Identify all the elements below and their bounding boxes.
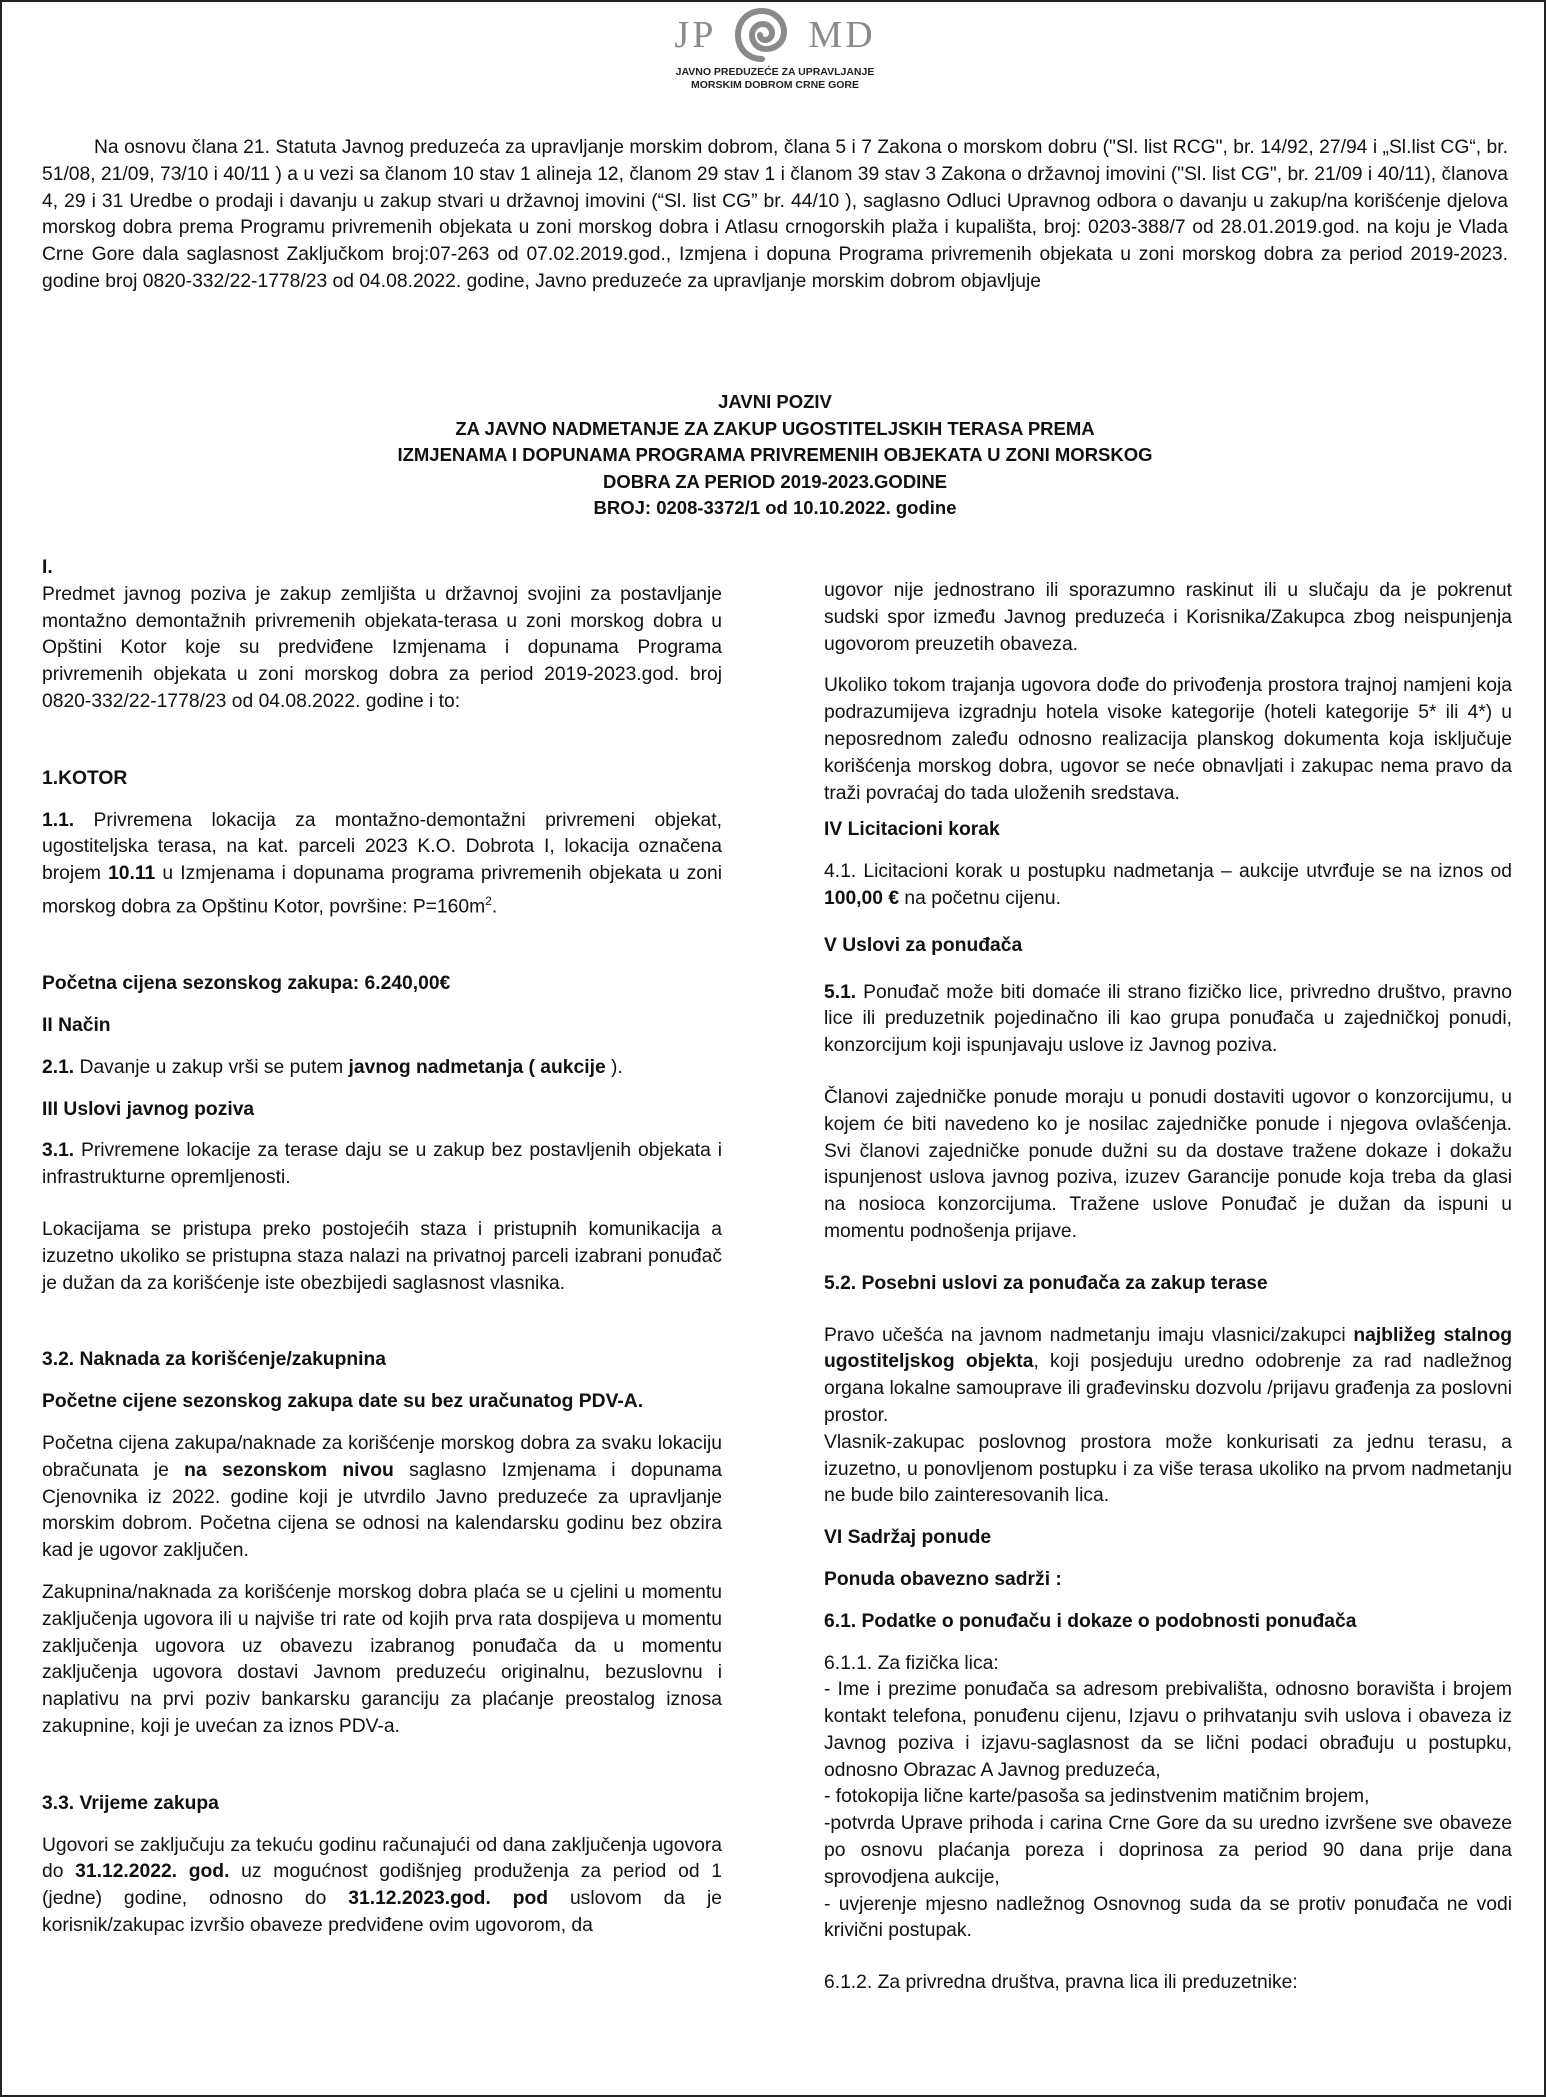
logo-letters-left: JP bbox=[674, 14, 717, 56]
spiral-shell-icon bbox=[734, 7, 790, 63]
section-6-heading: VI Sadržaj ponude bbox=[824, 1527, 992, 1549]
preamble-paragraph bbox=[42, 135, 1508, 296]
item-6-1-1: 6.1.1. Za fizička lica: bbox=[824, 1652, 999, 1674]
planning-paragraph: Ukoliko tokom trajanja ugovora dođe do privođenja prostora trajnoj namjeni koja podrazumijeva izgradnju hotela visoke kategorije (hoteli kategorije 5* ili 4*) u neposrednom zaleđu odnosno realizacija planskog dokumenta koja isključuje korišćenja morskog dobra, ugovor se neće obnavljati i zakupac nema pravo da traži povraćaj do tada uloženih sredstava. bbox=[824, 675, 1512, 804]
bullet-2: - fotokopija lične karte/pasoša sa jedinstvenim matičnim brojem, bbox=[824, 1786, 1370, 1808]
title-line3: IZMJENAMA I DOPUNAMA PROGRAMA PRIVREMENIH OBJEKATA U ZONI MORSKOG bbox=[397, 444, 1153, 465]
item-2-1: 2.1. Davanje u zakup vrši se putem javnog nadmetanja ( aukcije ). bbox=[42, 1056, 623, 1078]
item-3-3-heading: 3.3. Vrijeme zakupa bbox=[42, 1792, 219, 1814]
section-4-heading: IV Licitacioni korak bbox=[824, 819, 1000, 841]
section-1-text: Predmet javnog poziva je zakup zemljišta u državnoj svojini za postavljanje montažno demontažnih privremenih objekata-terasa u zoni morskog dobra u Opštini Kotor koje su predviđene Izmjenama i dopunama Programa privremenih objekata u zoni morskog dobra za period 2019-2023.god. broj 0820-332/22-1778/23 od 04.08.2022. godine i to: bbox=[42, 583, 722, 712]
title-line1: JAVNI POZIV bbox=[718, 391, 832, 412]
logo-subtitle-line1: JAVNO PREDUZEĆE ZA UPRAVLJANJE bbox=[675, 66, 875, 78]
kotor-heading: 1.KOTOR bbox=[42, 767, 128, 789]
continuation-paragraph: ugovor nije jednostrano ili sporazumno raskinut ili u slučaju da je pokrenut sudski spor između Javnog preduzeća i Korisnika/Zakupca zbog neispunjenja ugovorom preuzetih obaveza. bbox=[824, 580, 1512, 655]
item-4-1: 4.1. Licitacioni korak u postupku nadmetanja – aukcije utvrđuje se na iznos od 100,00 € na početnu cijenu. bbox=[824, 861, 1512, 909]
document-title bbox=[242, 389, 1308, 522]
right-column bbox=[824, 578, 1512, 1997]
item-6-1-2: 6.1.2. Za privredna društva, pravna lica ili preduzetnike: bbox=[824, 1972, 1298, 1994]
price-line: Početna cijena sezonskog zakupa: 6.240,00€ bbox=[42, 973, 451, 995]
item-6-1-heading: 6.1. Podatke o ponuđaču i dokaze o podobnosti ponuđača bbox=[824, 1610, 1357, 1632]
item-3-2-note: Početne cijene sezonskog zakupa date su bez uračunatog PDV-A. bbox=[42, 1391, 644, 1413]
logo bbox=[602, 4, 948, 100]
bullet-4: - uvjerenje mjesno nadležnog Osnovnog suda da se protiv ponuđača ne vodi krivični postupak. bbox=[824, 1893, 1512, 1942]
item-5-2-heading: 5.2. Posebni uslovi za ponuđača za zakup terase bbox=[824, 1272, 1268, 1294]
logo-letters-right: MD bbox=[808, 14, 876, 56]
logo-subtitle-line2: MORSKIM DOBROM CRNE GORE bbox=[691, 79, 859, 91]
title-line4: DOBRA ZA PERIOD 2019-2023.GODINE bbox=[602, 470, 948, 492]
preamble-text: Na osnovu člana 21. Statuta Javnog preduzeća za upravljanje morskim dobrom, člana 5 i 7 Zakona o morskom dobru ("Sl. list RCG", br. 14/92, 27/94 i „Sl.list CG“, br. 51/08, 21/09, 73/10 i 40/11 ) a u vezi sa članom 10 stav 1 alineja 12, članom 29 stav 1 i članom 39 stav 3 Zakona o državnoj imovini ("Sl. list CG", br. 21/09 i 40/11), članova 4, 29 i 31 Uredbe o prodaji i davanju u zakup stvari u državnoj imovini (“Sl. list CG” br. 44/10 ), saglasno Odluci Upravnog odbora o davanju u zakup/na korišćenje djelova morskog dobra prema Programu privremenih objekata u zoni morskog dobra i Atlasu crnogorskih plaža i kupališta, broj: 0203-388/7 od 28.01.2019.god. na koju je Vlada Crne Gore dala saglasnost Zaključkom broj:07-263 od 07.02.2019.god., Izmjena i dopuna Programa privremenih objekata u zoni morskog dobra za period 2019-2023. godine broj 0820-332/22-1778/23 od 04.08.2022. godine, Javno preduzeće za upravljanje morskim dobrom objavljuje bbox=[42, 137, 1508, 292]
item-5-2-paragraph: Pravo učešća na javnom nadmetanju imaju vlasnici/zakupci najbližeg stalnog ugostiteljskog objekta, koji posjeduju uredno odobrenje za rad nadležnog organa lokalne samouprave ili građevinsku dozvolu /prijavu građenja za poslovni prostor. bbox=[824, 1324, 1513, 1426]
section-3-heading: III Uslovi javnog poziva bbox=[42, 1098, 255, 1120]
item-5-1: 5.1. Ponuđač može biti domaće ili strano fizičko lice, privredno društvo, pravno lice ili preduzetnik pojedinačno ili kao grupa ponuđača u zajedničkoj ponudi, konzorcijum koji ispunjavaju uslove iz Javnog poziva. bbox=[824, 981, 1512, 1057]
item-1-1: 1.1. Privremena lokacija za montažno-demontažni privremeni objekat, ugostiteljska terasa, na kat. parceli 2023 K.O. Dobrota I, lokacija označena brojem 10.11 u Izmjenama i dopunama programa privremenih objekata u zoni morskog dobra za Opštinu Kotor, površine: $P=160m^2$. bbox=[42, 809, 722, 918]
owner-paragraph: Vlasnik-zakupac poslovnog prostora može konkurisati za jednu terasu, a izuzetno, u ponovljenom postupku i za više terasa ukoliko na prvom nadmetanju ne bude bilo zainteresovanih lica. bbox=[824, 1431, 1512, 1507]
payment-paragraph: Zakupnina/naknada za korišćenje morskog dobra plaća se u cjelini u momentu zaključenja ugovora ili u najviše tri rate od kojih prva rata dospijeva u momentu zaključenja ugovora uz obavezu izabranog ponuđača da u momentu zaključenja ugovora dostavi Javnom preduzeću originalnu, bezuslovnu i naplativu na prvi poziv bankarsku garanciju za plaćanje preostalog iznosa zakupnine, koji je uvećan za iznos PDV-a. bbox=[42, 1581, 722, 1737]
item-3-1: 3.1. Privremene lokacije za terase daju se u zakup bez postavljenih objekata i infrastrukturne opremljenosti. bbox=[42, 1140, 722, 1189]
term-paragraph: Ugovori se zaključuju za tekuću godinu računajući od dana zaključenja ugovora do 31.12.2022. god. uz mogućnost godišnjeg produženja za period od 1 (jedne) godine, odnosno do 31.12.2023.god. pod uslovom da je korisnik/zakupac izvršio obaveze predviđene ovim ugovorom, da bbox=[42, 1834, 723, 1936]
title-line5: BROJ: 0208-3372/1 od 10.10.2022. godine bbox=[593, 497, 957, 518]
members-paragraph: Članovi zajedničke ponude moraju u ponudi dostaviti ugovor o konzorcijumu, u kojem će biti navedeno ko je nosilac zajedničke ponude i njegova ovlašćenja. Svi članovi zajedničke ponude dužni su da dostave tražene dokaze i dokažu ispunjenost uslova javnog poziva, izuzev Garancije ponude koja treba da glasi na nosioca konzorcijuma. Tražene uslove Ponuđač je dužan da ispuni u momentu podnošenja prijave. bbox=[824, 1086, 1512, 1242]
section-1-heading: I. bbox=[42, 557, 53, 578]
section-2-heading: II Način bbox=[42, 1014, 111, 1036]
fee-paragraph: Početna cijena zakupa/naknade za korišćenje morskog dobra za svaku lokaciju obračunata je na sezonskom nivou saglasno Izmjenama i dopunama Cjenovnika iz 2022. godine koji je utvrdilo Javno preduzeće za upravljanje morskim dobrom. Početna cijena se odnosi na kalendarsku godinu bez obzira kad je ugovor zaključen. bbox=[42, 1432, 723, 1562]
item-3-2-heading: 3.2. Naknada za korišćenje/zakupnina bbox=[42, 1349, 386, 1371]
bullet-3: -potvrda Uprave prihoda i carina Crne Gore da su uredno izvršene sve obaveze po osnovu plaćanja poreza i doprinosa za period 90 dana prije dana sprovodjena aukcije, bbox=[824, 1813, 1512, 1888]
offer-contains: Ponuda obavezno sadrži : bbox=[824, 1568, 1062, 1590]
bullet-1: - Ime i prezime ponuđača sa adresom prebivališta, odnosno boravišta i brojem kontakt telefona, ponuđenu cijenu, Izjavu o prihvatanju svih uslova i obaveza iz Javnog poziva i izjavu-saglasnost da se lični podaci obrađuju u postupku, odnosno Obrazac A Javnog preduzeća, bbox=[824, 1679, 1512, 1781]
title-line2: ZA JAVNO NADMETANJE ZA ZAKUP UGOSTITELJSKIH TERASA PREMA bbox=[455, 417, 1095, 439]
section-5-heading: V Uslovi za ponuđača bbox=[824, 934, 1023, 956]
access-paragraph: Lokacijama se pristupa preko postojećih staza i pristupnih komunikacija a izuzetno ukoliko se pristupna staza nalazi na privatnoj parceli izabrani ponuđač je dužan da za korišćenje iste obezbijedi saglasnost vlasnika. bbox=[42, 1218, 722, 1294]
left-column bbox=[42, 555, 722, 1940]
